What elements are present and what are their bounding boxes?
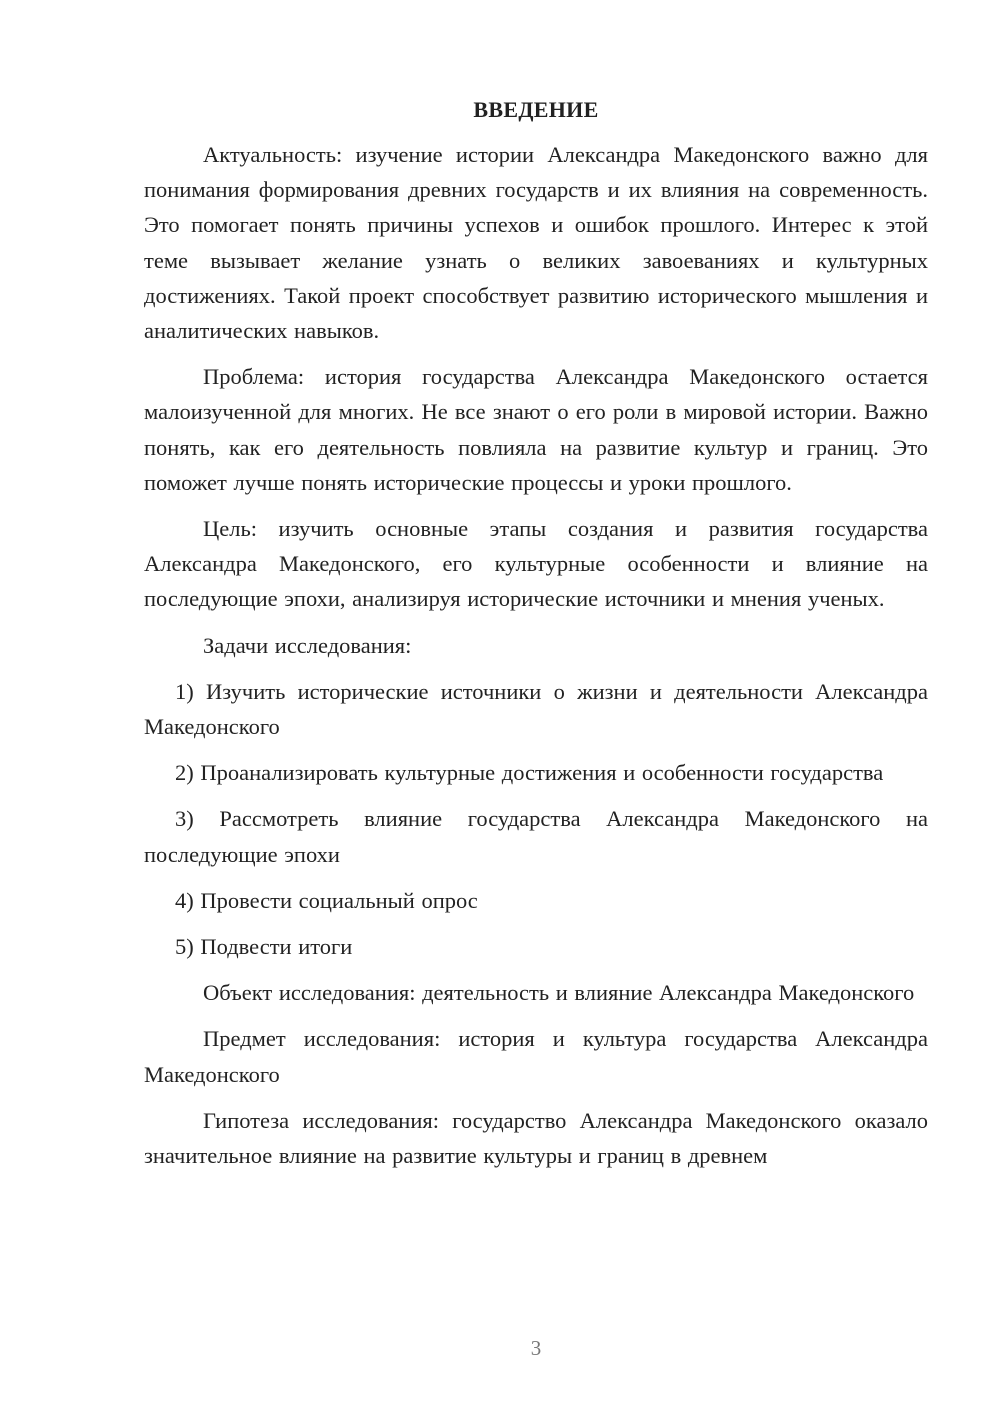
task-item-4: 4) Провести социальный опрос: [175, 887, 478, 913]
task-item-3: 3) Рассмотреть влияние государства Александра Македонского на последующие эпохи: [144, 806, 928, 867]
object-paragraph: Объект исследования: деятельность и влияние Александра Македонского: [203, 980, 915, 1006]
page-number: 3: [530, 1336, 542, 1360]
task-item-5: 5) Подвести итоги: [175, 934, 353, 960]
tasks-heading: Задачи исследования:: [203, 632, 412, 658]
goal-paragraph: Цель: изучить основные этапы создания и развития государства Александра Македонского, его культурные особенности и влияние на последующие эпохи, анализируя исторические источники и мнения ученых.: [144, 516, 928, 612]
relevance-paragraph: Актуальность: изучение истории Александра Македонского важно для понимания формирования древних государств и их влияния на современность. Это помогает понять причины успехов и ошибок прошлого. Интерес к этой теме вызывает желание узнать о великих завоеваниях и культурных достижениях. Такой проект способствует развитию исторического мышления и аналитических навыков.: [144, 142, 928, 344]
task-item-1: 1) Изучить исторические источники о жизни и деятельности Александра Македонского: [144, 678, 928, 740]
task-item-2: 2) Проанализировать культурные достижения и особенности государства: [175, 760, 884, 786]
section-title: ВВЕДЕНИЕ: [473, 97, 599, 122]
subject-paragraph: Предмет исследования: история и культура государства Александра Македонского: [144, 1026, 928, 1087]
hypothesis-paragraph: Гипотеза исследования: государство Александра Македонского оказало значительное влияние на развитие культуры и границ в древнем: [144, 1107, 928, 1169]
document-page: [144, 95, 928, 1184]
problem-paragraph: Проблема: история государства Александра Македонского остается малоизученной для многих. Не все знают о его роли в мировой истории. Важно понять, как его деятельность повлияла на развитие культур и границ. Это поможет лучше понять исторические процессы и уроки прошлого.: [144, 364, 928, 495]
